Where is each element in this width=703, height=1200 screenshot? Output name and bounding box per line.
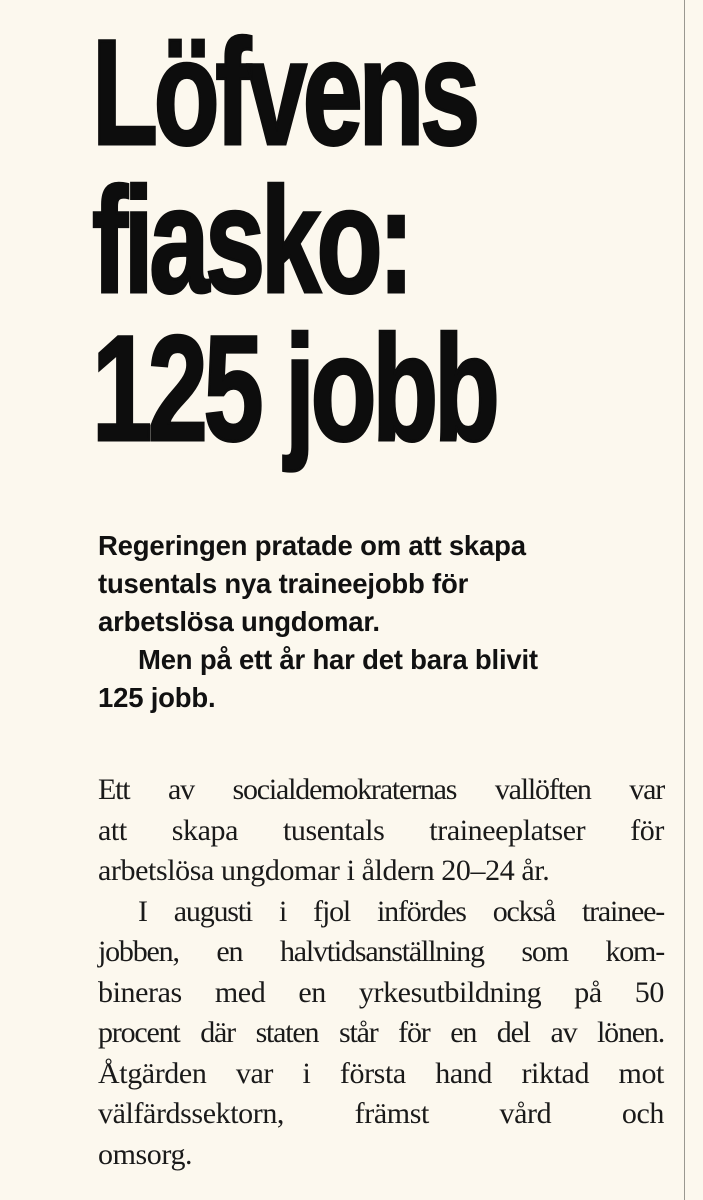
body-line: att skapa tusentals traineeplatser för (98, 813, 664, 847)
headline-line-1: Löfvens (92, 8, 476, 176)
body-line: välfärdssektorn, främst vård och (98, 1097, 664, 1130)
lead-line: 125 jobb. (98, 682, 216, 713)
headline-line-2: fiasko: (92, 156, 410, 324)
body-line: Ett av socialdemokraternas vallöften var (98, 773, 664, 806)
body-line: arbetslösa ungdomar i åldern 20–24 år. (98, 854, 550, 887)
body-line: omsorg. (98, 1137, 193, 1171)
body-line: bineras med en yrkesutbildning på 50 (98, 975, 664, 1009)
body-line: Åtgärden var i första hand riktad mot (98, 1056, 664, 1090)
lead-line: Men på ett år har det bara blivit (138, 644, 538, 675)
lead-line: Regeringen pratade om att skapa (98, 530, 526, 561)
article-body (98, 770, 664, 1175)
headline (92, 8, 672, 472)
body-line: I augusti i fjol infördes också trainee- (138, 894, 664, 928)
headline-line-3: 125 jobb (92, 304, 496, 472)
lead-paragraph (98, 527, 688, 717)
lead-line: arbetslösa ungdomar. (98, 606, 380, 637)
lead-line: tusentals nya traineejobb för (98, 568, 469, 599)
body-line: procent där staten står för en del av lönen. (98, 1016, 664, 1049)
body-line: jobben, en halvtidsanställning som kom- (98, 935, 664, 968)
